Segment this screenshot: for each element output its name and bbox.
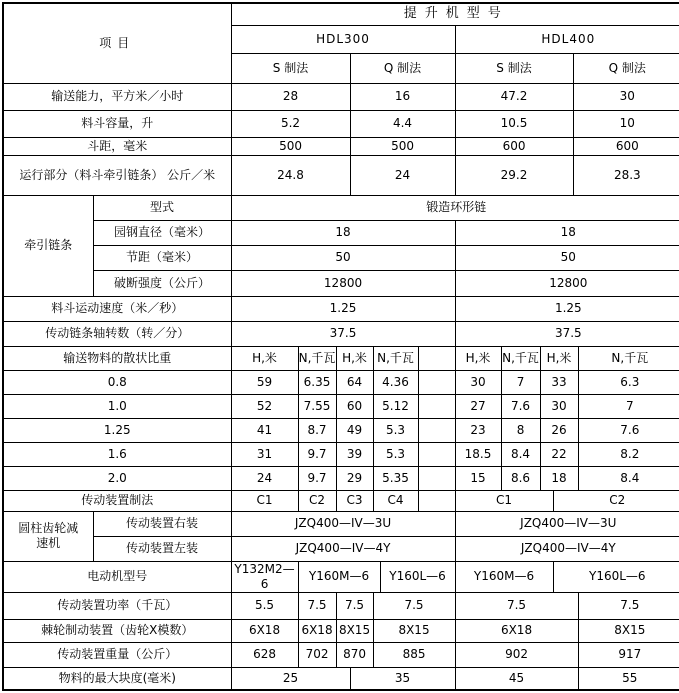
value-cell: 8.7 <box>298 418 336 442</box>
corner-header: 项目 <box>3 3 231 83</box>
value-cell: 628 <box>231 642 298 667</box>
table-row <box>3 511 679 536</box>
table-row <box>3 110 679 137</box>
value-cell: 18.5 <box>455 442 501 466</box>
row-label: 1.6 <box>3 442 231 466</box>
value-cell: 47.2 <box>455 83 573 110</box>
value-cell: 1.25 <box>455 296 679 321</box>
table-row <box>3 394 679 418</box>
table-row <box>3 536 679 561</box>
value-cell: 6X18 <box>298 619 336 642</box>
value-cell <box>418 346 455 370</box>
value-cell: N,千瓦 <box>373 346 418 370</box>
row-label: 1.0 <box>3 394 231 418</box>
row-label: 传动装置功率（千瓦） <box>3 592 231 619</box>
model-header: HDL400 <box>455 25 679 53</box>
value-cell: 6.35 <box>298 370 336 394</box>
value-cell: 59 <box>231 370 298 394</box>
table-row <box>3 3 679 25</box>
value-cell: 8.4 <box>578 466 679 490</box>
value-cell: C3 <box>336 490 373 511</box>
table-row <box>3 195 679 220</box>
value-cell: 29 <box>336 466 373 490</box>
value-cell: N,千瓦 <box>578 346 679 370</box>
table-row <box>3 561 679 592</box>
value-cell: 8X15 <box>578 619 679 642</box>
value-cell: 8X15 <box>336 619 373 642</box>
value-cell: 52 <box>231 394 298 418</box>
value-cell: 7.55 <box>298 394 336 418</box>
value-cell: 45 <box>455 667 578 690</box>
value-cell: 7.5 <box>298 592 336 619</box>
value-cell: 49 <box>336 418 373 442</box>
value-cell: N,千瓦 <box>501 346 540 370</box>
table-row <box>3 137 679 155</box>
value-cell: 902 <box>455 642 578 667</box>
value-cell: 传动装置右装 <box>93 511 231 536</box>
value-cell: 7.5 <box>578 592 679 619</box>
row-label: 破断强度（公斤） <box>93 270 231 296</box>
value-cell: 10 <box>573 110 679 137</box>
value-cell: 55 <box>578 667 679 690</box>
table-row <box>3 220 679 245</box>
value-cell: 41 <box>231 418 298 442</box>
table-row <box>3 346 679 370</box>
value-cell: 1.25 <box>231 296 455 321</box>
row-label: 0.8 <box>3 370 231 394</box>
value-cell: 7.5 <box>373 592 455 619</box>
row-label: 料斗容量，升 <box>3 110 231 137</box>
value-cell: 39 <box>336 442 373 466</box>
table-row <box>3 245 679 270</box>
value-cell: 18 <box>231 220 455 245</box>
value-cell: Y160M—6 <box>298 561 380 592</box>
value-cell: 8X15 <box>373 619 455 642</box>
value-cell: 35 <box>350 667 455 690</box>
value-cell: 9.7 <box>298 466 336 490</box>
row-label: 物料的最大块度(毫米) <box>3 667 231 690</box>
table-row <box>3 442 679 466</box>
value-cell: 600 <box>573 137 679 155</box>
value-cell: 30 <box>455 370 501 394</box>
method-header: Q 制法 <box>350 53 455 83</box>
table-row <box>3 296 679 321</box>
spec-table-body <box>3 3 679 690</box>
value-cell: 27 <box>455 394 501 418</box>
method-header: S 制法 <box>231 53 350 83</box>
value-cell: 5.2 <box>231 110 350 137</box>
row-label: 斗距，毫米 <box>3 137 231 155</box>
value-cell: Y160M—6 <box>455 561 553 592</box>
value-cell: 4.36 <box>373 370 418 394</box>
value-cell <box>418 490 455 511</box>
value-cell: 33 <box>540 370 578 394</box>
value-cell: 型式 <box>93 195 231 220</box>
value-cell: 50 <box>455 245 679 270</box>
value-cell: 600 <box>455 137 573 155</box>
value-cell: 917 <box>578 642 679 667</box>
value-cell: Y132M2—6 <box>231 561 298 592</box>
value-cell: Y160L—6 <box>553 561 679 592</box>
method-header: S 制法 <box>455 53 573 83</box>
row-label: 2.0 <box>3 466 231 490</box>
row-label: 棘轮制动装置（齿轮X模数） <box>3 619 231 642</box>
value-cell: 23 <box>455 418 501 442</box>
value-cell: 50 <box>231 245 455 270</box>
value-cell: 24 <box>350 155 455 195</box>
value-cell: 5.5 <box>231 592 298 619</box>
value-cell: 5.35 <box>373 466 418 490</box>
value-cell: 500 <box>231 137 350 155</box>
row-label: 输送物料的散状比重 <box>3 346 231 370</box>
row-label: 料斗运动速度（米／秒） <box>3 296 231 321</box>
value-cell: 8 <box>501 418 540 442</box>
method-header: Q 制法 <box>573 53 679 83</box>
table-row <box>3 370 679 394</box>
model-header: HDL300 <box>231 25 455 53</box>
value-cell: JZQ400—IV—4Y <box>455 536 679 561</box>
row-label: 传动装置制法 <box>3 490 231 511</box>
table-row <box>3 667 679 690</box>
value-cell: H,米 <box>455 346 501 370</box>
value-cell: 7 <box>501 370 540 394</box>
value-cell: 15 <box>455 466 501 490</box>
value-cell: JZQ400—IV—3U <box>231 511 455 536</box>
value-cell: 28.3 <box>573 155 679 195</box>
row-label: 传动装置左装 <box>93 536 231 561</box>
value-cell: 10.5 <box>455 110 573 137</box>
value-cell: H,米 <box>540 346 578 370</box>
value-cell: C2 <box>298 490 336 511</box>
value-cell: 7.5 <box>336 592 373 619</box>
value-cell: 37.5 <box>455 321 679 346</box>
value-cell: 18 <box>540 466 578 490</box>
value-cell: 16 <box>350 83 455 110</box>
value-cell: 30 <box>540 394 578 418</box>
value-cell: 7.6 <box>578 418 679 442</box>
value-cell: 24.8 <box>231 155 350 195</box>
row-label: 传动链条轴转数（转／分） <box>3 321 231 346</box>
value-cell: 6.3 <box>578 370 679 394</box>
value-cell: 60 <box>336 394 373 418</box>
table-row <box>3 490 679 511</box>
value-cell: Y160L—6 <box>380 561 455 592</box>
value-cell: 5.3 <box>373 442 418 466</box>
value-cell: C4 <box>373 490 418 511</box>
value-cell: 5.3 <box>373 418 418 442</box>
value-cell: 26 <box>540 418 578 442</box>
row-label: 节距（毫米） <box>93 245 231 270</box>
value-cell: N,千瓦 <box>298 346 336 370</box>
value-cell <box>418 442 455 466</box>
row-label: 园钢直径（毫米） <box>93 220 231 245</box>
value-cell: JZQ400—IV—4Y <box>231 536 455 561</box>
value-cell: 28 <box>231 83 350 110</box>
table-row <box>3 642 679 667</box>
value-cell: 24 <box>231 466 298 490</box>
value-cell: 885 <box>373 642 455 667</box>
table-row <box>3 321 679 346</box>
table-row <box>3 270 679 296</box>
value-cell: C2 <box>553 490 679 511</box>
value-cell: 22 <box>540 442 578 466</box>
value-cell: 7.6 <box>501 394 540 418</box>
value-cell: 5.12 <box>373 394 418 418</box>
row-label: 1.25 <box>3 418 231 442</box>
value-cell: 8.2 <box>578 442 679 466</box>
main-header: 提升机型号 <box>231 3 679 25</box>
table-row <box>3 418 679 442</box>
value-cell: 12800 <box>231 270 455 296</box>
value-cell: C1 <box>455 490 553 511</box>
spec-table <box>2 2 679 691</box>
value-cell: 500 <box>350 137 455 155</box>
table-row <box>3 155 679 195</box>
value-cell: H,米 <box>231 346 298 370</box>
value-cell: 4.4 <box>350 110 455 137</box>
value-cell: 29.2 <box>455 155 573 195</box>
value-cell: 18 <box>455 220 679 245</box>
table-row <box>3 466 679 490</box>
row-label: 电动机型号 <box>3 561 231 592</box>
value-cell: 30 <box>573 83 679 110</box>
value-cell <box>418 370 455 394</box>
value-cell <box>418 418 455 442</box>
row-label: 传动装置重量（公斤） <box>3 642 231 667</box>
table-row <box>3 83 679 110</box>
value-cell: C1 <box>231 490 298 511</box>
value-cell: 702 <box>298 642 336 667</box>
value-cell: 8.6 <box>501 466 540 490</box>
value-cell: 7 <box>578 394 679 418</box>
reducer-label: 圆柱齿轮减速机 <box>3 511 93 561</box>
value-cell: 37.5 <box>231 321 455 346</box>
value-cell: 锻造环形链 <box>231 195 679 220</box>
section-label: 牵引链条 <box>3 195 93 296</box>
value-cell: 8.4 <box>501 442 540 466</box>
value-cell: 6X18 <box>231 619 298 642</box>
row-label: 运行部分（料斗牵引链条） 公斤／米 <box>3 155 231 195</box>
row-label: 输送能力，平方米／小时 <box>3 83 231 110</box>
table-row <box>3 619 679 642</box>
value-cell: 870 <box>336 642 373 667</box>
value-cell <box>418 394 455 418</box>
value-cell: 6X18 <box>455 619 578 642</box>
value-cell <box>418 466 455 490</box>
value-cell: 7.5 <box>455 592 578 619</box>
table-row <box>3 592 679 619</box>
value-cell: 31 <box>231 442 298 466</box>
value-cell: JZQ400—IV—3U <box>455 511 679 536</box>
value-cell: 25 <box>231 667 350 690</box>
value-cell: 12800 <box>455 270 679 296</box>
value-cell: H,米 <box>336 346 373 370</box>
value-cell: 64 <box>336 370 373 394</box>
value-cell: 9.7 <box>298 442 336 466</box>
